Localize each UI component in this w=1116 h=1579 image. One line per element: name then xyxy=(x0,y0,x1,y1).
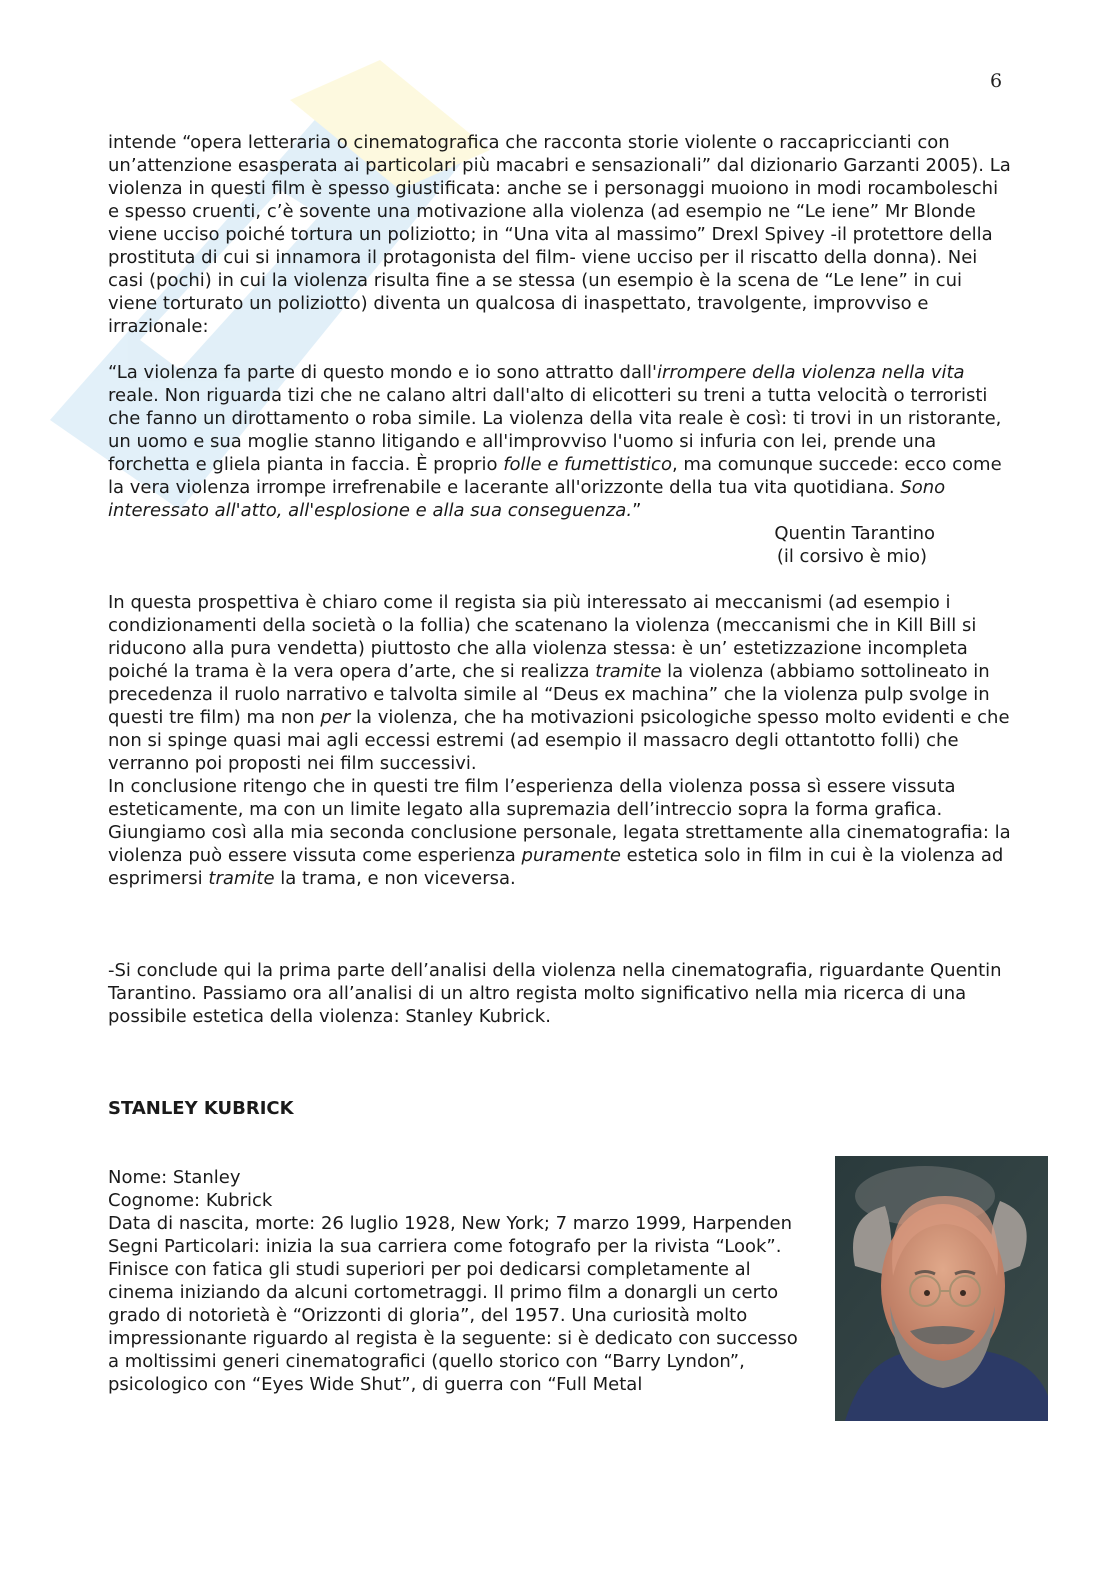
page-number: 6 xyxy=(990,70,1003,92)
kubrick-bio xyxy=(108,1166,1013,1396)
paragraph-intro: intende “opera letteraria o cinematografica che racconta storie violente o raccapriccianti con un’attenzione esasperata ai particolari più macabri e sensazionali” dal dizionario Garzanti 2005). La violenza in questi film è spesso giustificata: anche se i personaggi muoiono in modi rocamboleschi e spesso cruenti, c’è sovente una motivazione alla violenza (ad esempio ne “Le iene” Mr Blonde viene ucciso poiché tortura un poliziotto; in “Una vita al massimo” Drexl Spivey -il protettore della prostituta di cui si innamora il protagonista del film- viene ucciso per il riscatto della donna). Nei casi (pochi) in cui la violenza risulta fine a se stessa (un esempio è la scena de “Le Iene” in cui viene torturato un poliziotto) diventa un qualcosa di inaspettato, travolgente, improvviso e irrazionale: xyxy=(108,132,1011,337)
bio-dates: Data di nascita, morte: 26 luglio 1928, New York; 7 marzo 1999, Harpenden xyxy=(108,1213,792,1234)
kubrick-portrait-photo xyxy=(835,1156,1048,1421)
bio-cognome: Cognome: Kubrick xyxy=(108,1190,273,1211)
paragraph-transition: -Si conclude qui la prima parte dell’analisi della violenza nella cinematografia, riguardante Quentin Tarantino. Passiamo ora all’analisi di un altro regista molto significativo nella mia ricerca di una possibile estetica della violenza: Stanley Kubrick. xyxy=(108,960,1002,1027)
paragraph-conclusion: In conclusione ritengo che in questi tre film l’esperienza della violenza possa sì essere vissuta esteticamente, ma con un limite legato alla supremazia dell’intreccio sopra la forma grafica. xyxy=(108,776,956,820)
quote-attribution-name: Quentin Tarantino xyxy=(774,523,935,544)
bio-segni-particolari: Segni Particolari: inizia la sua carriera come fotografo per la rivista “Look”. Finisce con fatica gli studi superiori per poi dedicarsi completamente al cinema iniziando da alcuni cortometraggi. Il primo film a donargli un certo grado di notorietà è “Orizzonti di gloria”, del 1957. Una curiosità molto impressionante riguardo al regista è la seguente: si è dedicato con successo a moltissimi generi cinematografici (quello storico con “Barry Lyndon”, psicologico con “Eyes Wide Shut”, di guerra con “Full Metal xyxy=(108,1236,798,1395)
bio-nome: Nome: Stanley xyxy=(108,1167,241,1188)
paragraph-second-conclusion: Giungiamo così alla mia seconda conclusione personale, legata strettamente alla cinematografia: la violenza può essere vissuta come esperienza puramente estetica solo in film in cui è la violenza ad esprimersi tramite la trama, e non viceversa. xyxy=(108,822,1011,889)
quote-attribution-note: (il corsivo è mio) xyxy=(776,546,927,567)
tarantino-quote: “La violenza fa parte di questo mondo e io sono attratto dall'irrompere della violenza nella vita reale. Non riguarda tizi che ne calano altri dall'alto di elicotteri su treni a tutta velocità o terroristi che fanno un dirottamento o roba simile. La violenza della vita reale è così: ti trovi in un ristorante, un uomo e sua moglie stanno litigando e all'improvviso l'uomo si infuria con lei, prende una forchetta e gliela pianta in faccia. È proprio folle e fumettistico, ma comunque succede: ecco come la vera violenza irrompe irrefrenabile e lacerante all'orizzonte della tua vita quotidiana. Sono interessato all'atto, all'esplosione e alla sua conseguenza.” xyxy=(108,362,1002,521)
document-body xyxy=(108,131,1013,1396)
section-heading-stanley-kubrick: STANLEY KUBRICK xyxy=(108,1098,294,1119)
paragraph-perspective: In questa prospettiva è chiaro come il regista sia più interessato ai meccanismi (ad esempio i condizionamenti della società o la follia) che scatenano la violenza (meccanismi che in Kill Bill si riducono alla pura vendetta) piuttosto che alla violenza stessa: è un’ estetizzazione incompleta poiché la trama è la vera opera d’arte, che si realizza tramite la violenza (abbiamo sottolineato in precedenza il ruolo narrativo e talvolta simile al “Deus ex machina” che la violenza pulp svolge in questi tre film) ma non per la violenza, che ha motivazioni psicologiche spesso molto evidenti e che non si spinge quasi mai agli eccessi estremi (ad esempio il massacro degli ottantotto folli) che verranno poi proposti nei film successivi. xyxy=(108,592,1010,774)
